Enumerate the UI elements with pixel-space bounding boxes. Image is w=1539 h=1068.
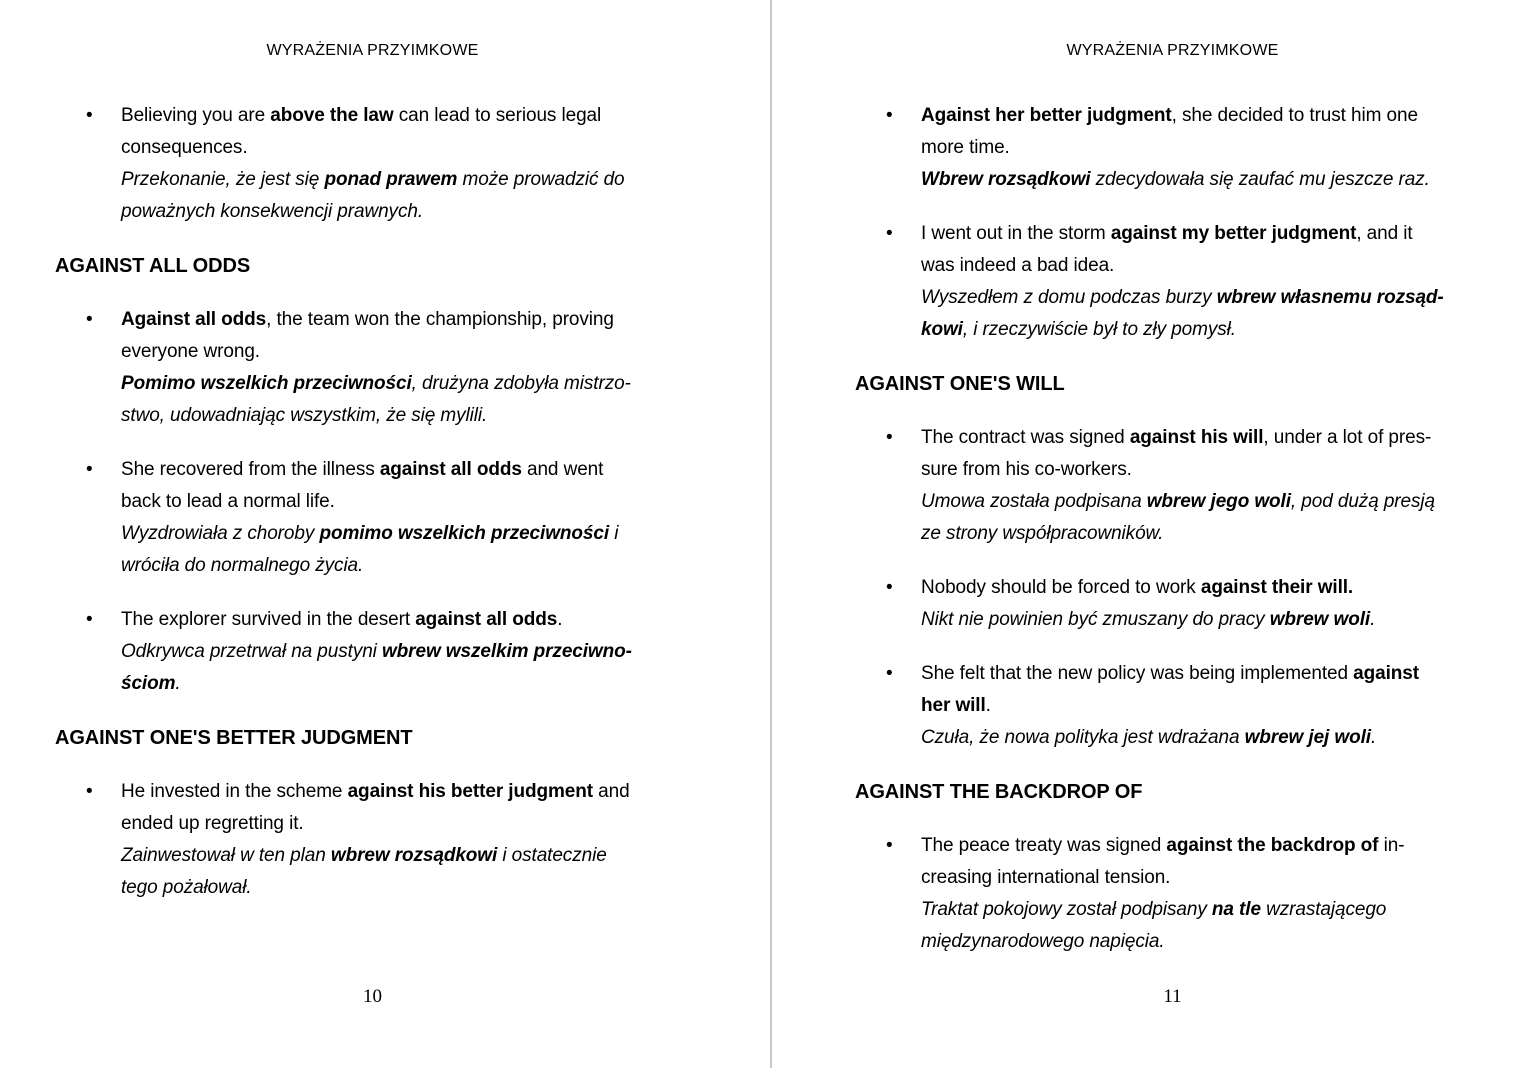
text-segment: . xyxy=(557,609,563,630)
text-line xyxy=(121,550,690,582)
text-segment: against his better judgment xyxy=(347,781,593,802)
text-line xyxy=(121,808,690,840)
text-segment: Umowa została podpisana xyxy=(921,491,1147,512)
text-segment: wbrew jej woli xyxy=(1244,727,1371,748)
text-line xyxy=(121,454,690,486)
text-segment: pomimo wszelkich przeciwności xyxy=(319,523,610,544)
text-segment: wzrastającego xyxy=(1260,899,1387,920)
text-segment: . xyxy=(1370,727,1377,748)
text-segment: , i rzeczywiście był to zły pomysł. xyxy=(962,319,1236,340)
text-segment: Believing you are xyxy=(121,105,271,126)
text-line xyxy=(921,690,1490,722)
text-segment: more time. xyxy=(921,137,1010,158)
text-line xyxy=(121,872,690,904)
text-line xyxy=(921,572,1490,604)
page-body-right xyxy=(855,100,1490,980)
bullet-icon: • xyxy=(886,105,893,126)
page-body-left xyxy=(55,100,690,926)
list-item xyxy=(855,572,1490,636)
text-segment: wbrew jego woli xyxy=(1146,491,1291,512)
section-heading: AGAINST ONE'S BETTER JUDGMENT xyxy=(55,727,413,749)
bullet-icon: • xyxy=(86,309,93,330)
text-segment: Nikt nie powinien być zmuszany do pracy xyxy=(921,609,1270,630)
text-line xyxy=(121,164,690,196)
bullet-icon: • xyxy=(886,663,893,684)
text-segment: może prowadzić do xyxy=(457,169,625,190)
text-segment: and xyxy=(592,781,630,802)
page-header: WYRAŻENIA PRZYIMKOWE xyxy=(266,42,479,59)
text-line xyxy=(921,486,1490,518)
text-segment: Czuła, że nowa polityka jest wdrażana xyxy=(921,727,1245,748)
list-item xyxy=(855,100,1490,196)
section-heading: AGAINST ALL ODDS xyxy=(55,255,251,277)
text-line xyxy=(121,668,690,700)
text-segment: tego pożałował. xyxy=(121,877,252,898)
bullet-icon: • xyxy=(886,427,893,448)
text-line xyxy=(921,862,1490,894)
text-segment: wbrew rozsądkowi xyxy=(330,845,498,866)
text-segment: Against all odds xyxy=(121,309,267,330)
bullet-icon: • xyxy=(86,105,93,126)
text-segment: The peace treaty was signed xyxy=(921,835,1167,856)
text-line xyxy=(921,218,1490,250)
text-line xyxy=(121,840,690,872)
page-right xyxy=(770,0,1539,1068)
text-line xyxy=(121,132,690,164)
text-segment: Traktat pokojowy został podpisany xyxy=(921,899,1212,920)
text-segment: against their will. xyxy=(1200,577,1354,598)
text-segment: , under a lot of pres- xyxy=(1263,427,1432,448)
list-item xyxy=(855,218,1490,346)
text-segment: She felt that the new policy was being implemented xyxy=(921,663,1354,684)
text-segment: and went xyxy=(521,459,604,480)
text-segment: She recovered from the illness xyxy=(121,459,380,480)
text-segment: . xyxy=(1370,609,1376,630)
list-item xyxy=(55,776,690,904)
list-item xyxy=(55,454,690,582)
text-segment: , pod dużą presją xyxy=(1290,491,1435,512)
text-segment: The contract was signed xyxy=(921,427,1130,448)
text-line xyxy=(921,454,1490,486)
text-line xyxy=(921,830,1490,862)
text-segment: consequences. xyxy=(121,137,248,158)
text-line xyxy=(121,518,690,550)
text-segment: ściom xyxy=(121,673,176,694)
text-segment: against all odds xyxy=(379,459,522,480)
text-segment: i xyxy=(609,523,619,544)
text-segment: Against her better judgment xyxy=(921,105,1172,126)
text-line xyxy=(921,518,1490,550)
text-line xyxy=(921,164,1490,196)
text-segment: Wyzdrowiała z choroby xyxy=(121,523,320,544)
text-line xyxy=(121,604,690,636)
text-segment: , she decided to trust him one xyxy=(1171,105,1418,126)
text-line xyxy=(121,336,690,368)
text-segment: Przekonanie, że jest się xyxy=(121,169,325,190)
text-segment: was indeed a bad idea. xyxy=(921,255,1115,276)
bullet-icon: • xyxy=(86,459,93,480)
bullet-icon: • xyxy=(886,835,893,856)
list-item xyxy=(55,304,690,432)
text-line xyxy=(921,282,1490,314)
page-number: 10 xyxy=(363,986,382,1007)
text-line xyxy=(921,658,1490,690)
text-segment: stwo, udowadniając wszystkim, że się mylili. xyxy=(121,405,488,426)
text-segment: sure from his co-workers. xyxy=(921,459,1132,480)
text-line xyxy=(921,926,1490,958)
page-header: WYRAŻENIA PRZYIMKOWE xyxy=(1066,42,1279,59)
text-segment: , drużyna zdobyła mistrzo- xyxy=(411,373,631,394)
text-segment: , and it xyxy=(1356,223,1413,244)
text-segment: I went out in the storm xyxy=(921,223,1111,244)
text-segment: her will xyxy=(921,695,986,716)
list-item xyxy=(55,100,690,228)
text-segment: ponad prawem xyxy=(324,169,458,190)
bullet-icon: • xyxy=(86,609,93,630)
text-segment: poważnych konsekwencji prawnych. xyxy=(121,201,424,222)
text-segment: wróciła do normalnego życia. xyxy=(121,555,364,576)
text-line xyxy=(121,400,690,432)
text-segment: wbrew woli xyxy=(1269,609,1371,630)
text-segment: zdecydowała się zaufać mu jeszcze raz. xyxy=(1090,169,1430,190)
text-line xyxy=(121,368,690,400)
text-line xyxy=(921,314,1490,346)
text-segment: Wbrew rozsądkowi xyxy=(921,169,1091,190)
text-segment: Nobody should be forced to work xyxy=(921,577,1201,598)
text-line xyxy=(121,636,690,668)
text-segment: The explorer survived in the desert xyxy=(121,609,416,630)
text-segment: in- xyxy=(1378,835,1405,856)
text-line xyxy=(921,422,1490,454)
text-segment: wbrew własnemu rozsąd- xyxy=(1216,287,1444,308)
list-item xyxy=(855,830,1490,958)
bullet-icon: • xyxy=(886,223,893,244)
text-segment: against the backdrop of xyxy=(1166,835,1379,856)
page-number: 11 xyxy=(1163,986,1182,1007)
text-segment: ze strony współpracowników. xyxy=(921,523,1164,544)
text-segment: wbrew wszelkim przeciwno- xyxy=(382,641,632,662)
text-segment: i ostatecznie xyxy=(497,845,607,866)
bullet-icon: • xyxy=(86,781,93,802)
bullet-icon: • xyxy=(886,577,893,598)
text-line xyxy=(121,304,690,336)
text-line xyxy=(121,196,690,228)
text-segment: Pomimo wszelkich przeciwności xyxy=(121,373,412,394)
list-item xyxy=(55,604,690,700)
text-line xyxy=(921,722,1490,754)
section-heading: AGAINST THE BACKDROP OF xyxy=(855,781,1143,803)
text-line xyxy=(121,100,690,132)
list-item xyxy=(855,658,1490,754)
text-line xyxy=(921,100,1490,132)
text-segment: Zainwestował w ten plan xyxy=(121,845,331,866)
text-line xyxy=(921,132,1490,164)
text-segment: against my better judgment xyxy=(1110,223,1357,244)
text-segment: He invested in the scheme xyxy=(121,781,348,802)
text-segment: against xyxy=(1353,663,1419,684)
text-segment: kowi xyxy=(921,319,963,340)
text-line xyxy=(121,486,690,518)
text-line xyxy=(121,776,690,808)
text-line xyxy=(921,250,1490,282)
text-segment: . xyxy=(985,695,991,716)
text-segment: Wyszedłem z domu podczas burzy xyxy=(921,287,1217,308)
text-segment: na tle xyxy=(1211,899,1261,920)
text-segment: Odkrywca przetrwał na pustyni xyxy=(121,641,382,662)
text-segment: everyone wrong. xyxy=(121,341,260,362)
text-segment: creasing international tension. xyxy=(921,867,1171,888)
list-item xyxy=(855,422,1490,550)
text-segment: back to lead a normal life. xyxy=(121,491,335,512)
text-segment: , the team won the championship, proving xyxy=(266,309,614,330)
text-segment: . xyxy=(175,673,181,694)
text-segment: above the law xyxy=(270,105,394,126)
text-segment: against all odds xyxy=(415,609,558,630)
text-line xyxy=(921,894,1490,926)
text-segment: against his will xyxy=(1129,427,1264,448)
section-heading: AGAINST ONE'S WILL xyxy=(855,373,1065,395)
text-line xyxy=(921,604,1490,636)
text-segment: ended up regretting it. xyxy=(121,813,304,834)
text-segment: can lead to serious legal xyxy=(393,105,602,126)
text-segment: międzynarodowego napięcia. xyxy=(921,931,1165,952)
